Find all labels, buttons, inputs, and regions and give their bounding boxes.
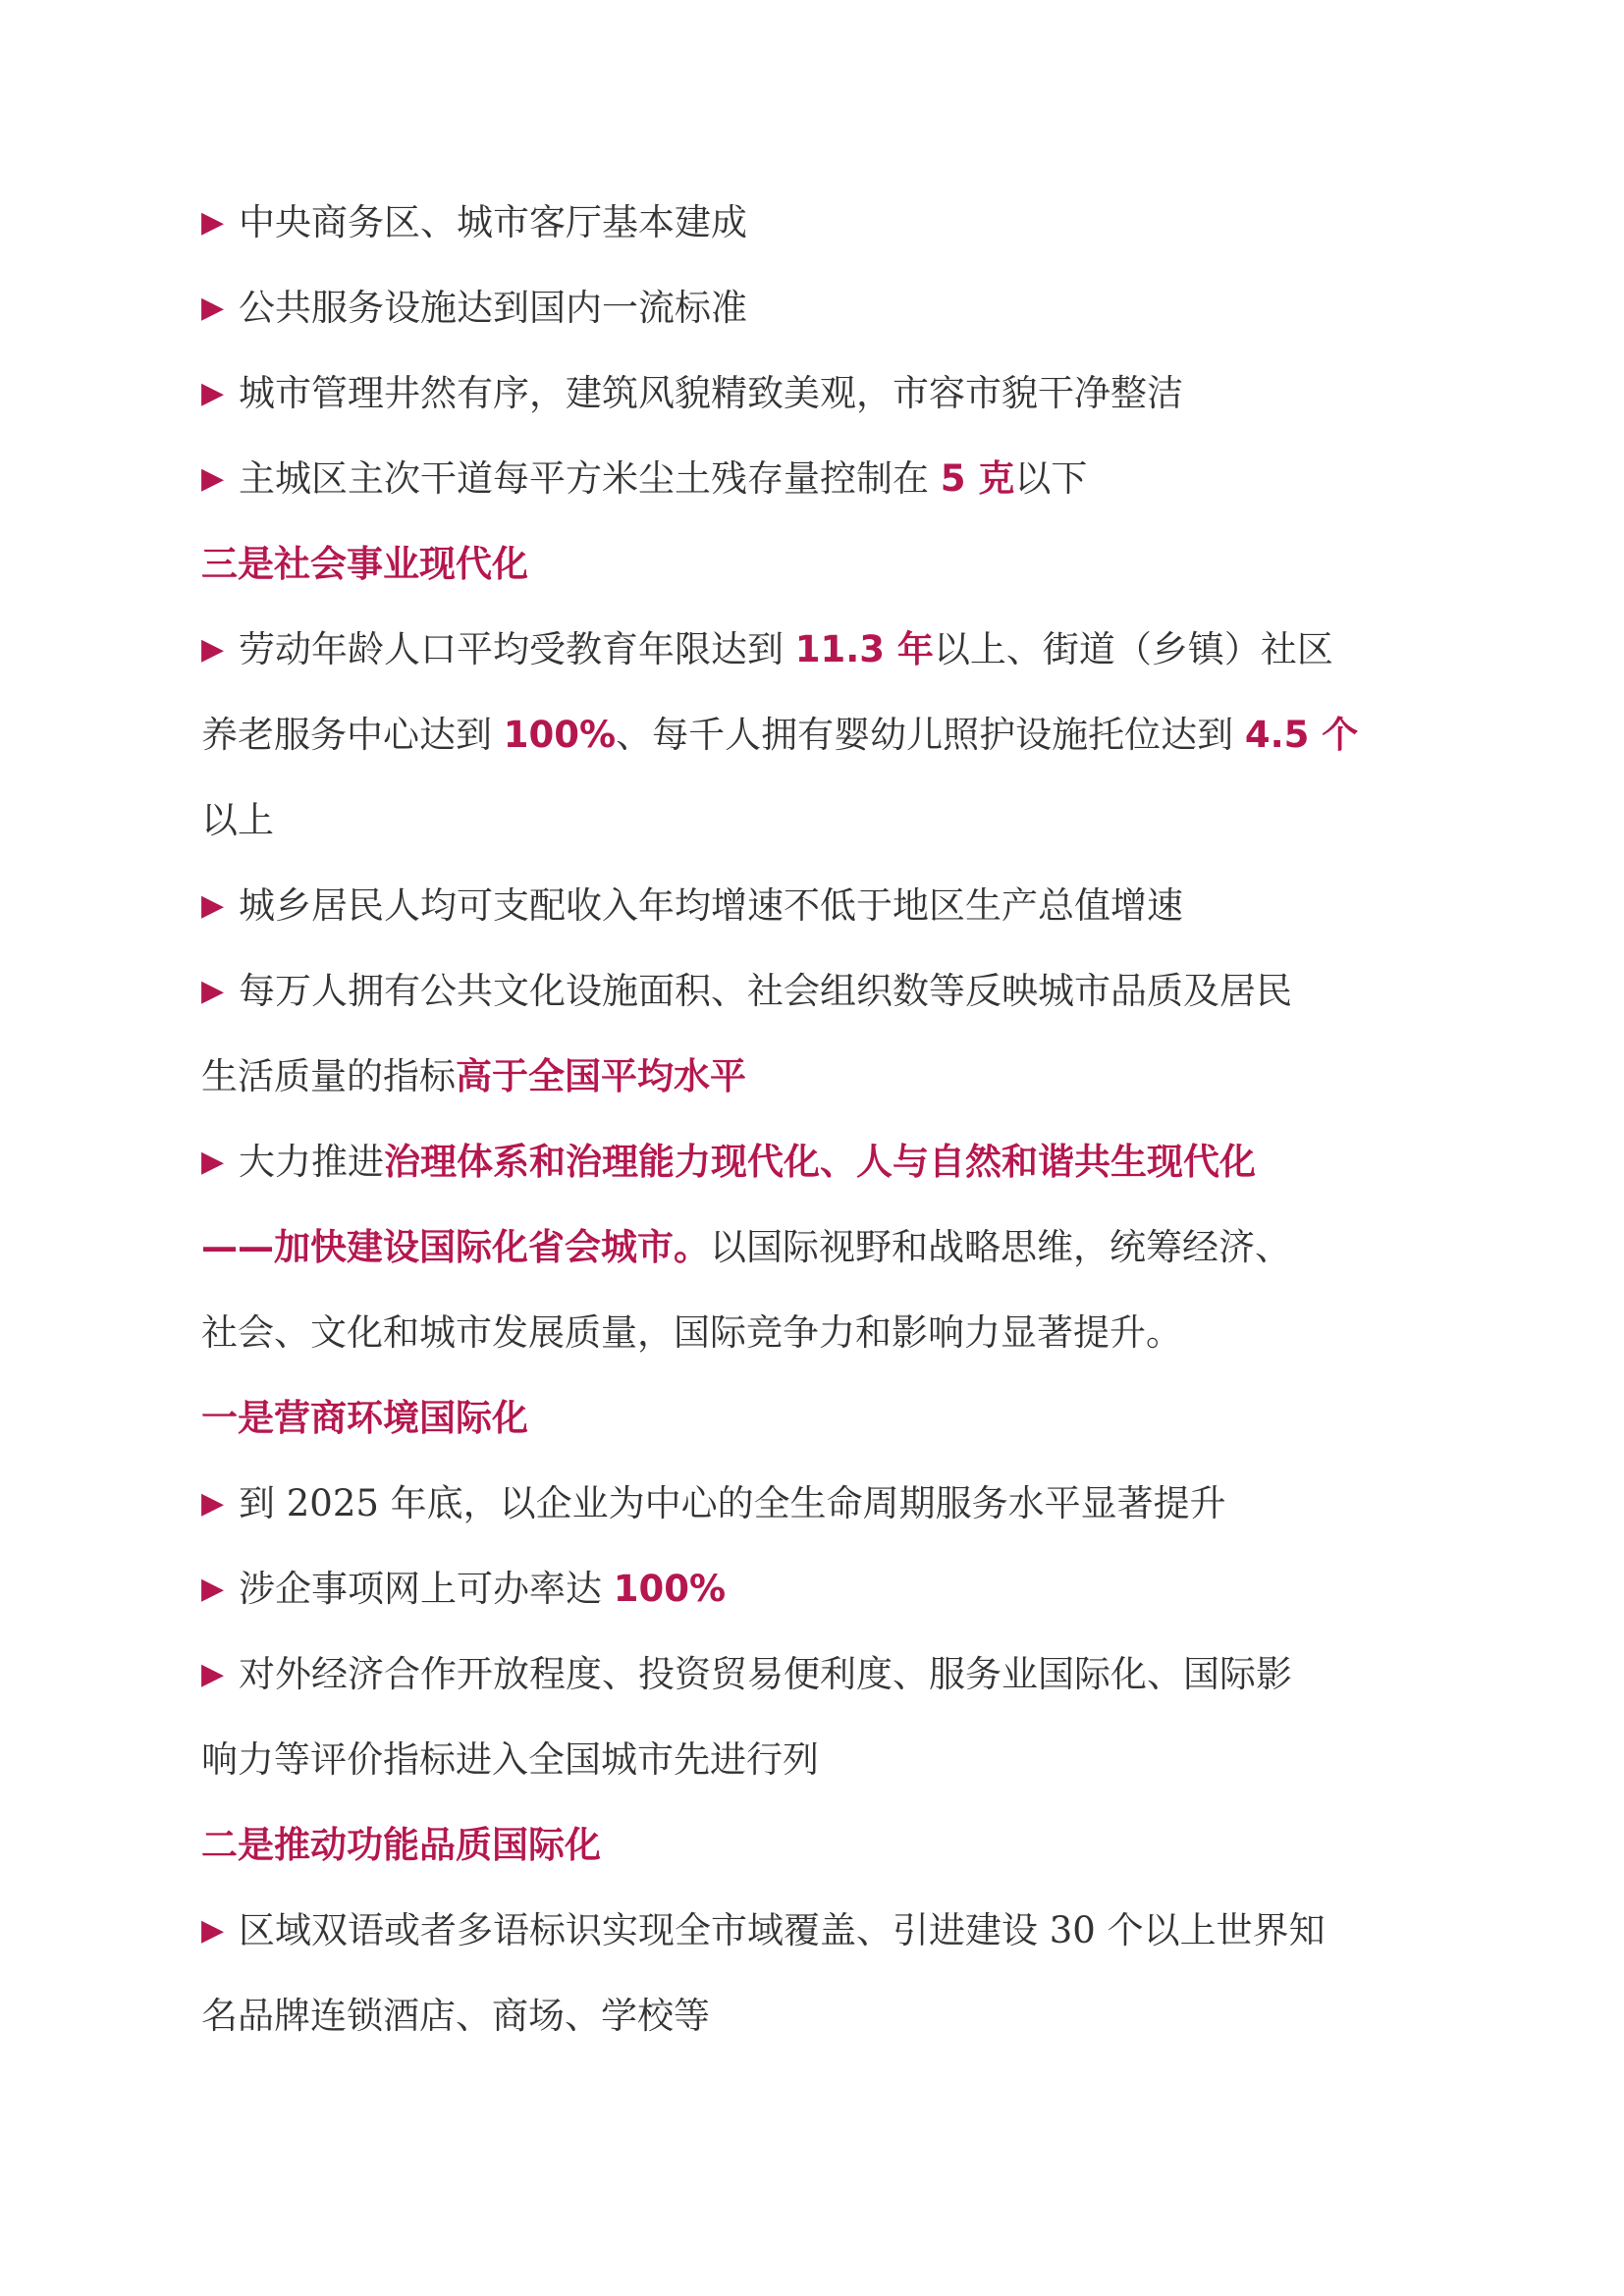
- triangle-bullet-icon: ▶: [201, 1145, 225, 1179]
- body-text: 、每千人拥有婴幼儿照护设施托位达到: [616, 714, 1245, 756]
- section-heading: [201, 1802, 1438, 1888]
- bullet-item: [201, 1119, 1438, 1204]
- bullet-item: [201, 948, 1438, 1034]
- document-body: [201, 180, 1438, 2058]
- heading-text: 一是营商环境国际化: [201, 1397, 528, 1439]
- highlight-text: 治理体系和治理能力现代化、人与自然和谐共生现代化: [384, 1141, 1256, 1183]
- bullet-item: [201, 607, 1438, 692]
- triangle-bullet-icon: ▶: [201, 888, 225, 923]
- body-text: 社会、文化和城市发展质量，国际竞争力和影响力显著提升。: [201, 1311, 1182, 1354]
- triangle-bullet-icon: ▶: [201, 1572, 225, 1606]
- body-text: 以下: [1014, 457, 1088, 500]
- body-text: 以上: [201, 799, 274, 841]
- triangle-bullet-icon: ▶: [201, 461, 225, 496]
- bullet-item: [201, 1461, 1438, 1546]
- body-text: 生活质量的指标: [201, 1055, 456, 1097]
- body-text: 大力推进: [239, 1141, 384, 1183]
- body-text: 以国际视野和战略思维，统筹经济、: [710, 1226, 1291, 1268]
- highlight-text: 100%: [613, 1568, 727, 1610]
- triangle-bullet-icon: ▶: [201, 291, 225, 325]
- highlight-text: 4.5 个: [1244, 714, 1359, 756]
- body-text: 涉企事项网上可办率达: [239, 1568, 614, 1610]
- bullet-item: [201, 863, 1438, 948]
- triangle-bullet-icon: ▶: [201, 1657, 225, 1691]
- body-text: 主城区主次干道每平方米尘土残存量控制在: [239, 457, 941, 500]
- body-text: 劳动年龄人口平均受教育年限达到: [239, 628, 795, 670]
- body-text: 养老服务中心达到: [201, 714, 504, 756]
- heading-text: 三是社会事业现代化: [201, 543, 528, 585]
- triangle-bullet-icon: ▶: [201, 632, 225, 667]
- bullet-item: [201, 180, 1438, 265]
- section-heading: [201, 1375, 1438, 1461]
- paragraph-line: [201, 1204, 1438, 1290]
- paragraph-line: [201, 1290, 1438, 1375]
- highlight-text: 5 克: [940, 457, 1015, 500]
- bullet-item: [201, 436, 1438, 521]
- paragraph-line: [201, 1717, 1438, 1802]
- bullet-item: [201, 1631, 1438, 1717]
- highlight-text: 100%: [503, 714, 617, 756]
- heading-text: 二是推动功能品质国际化: [201, 1824, 601, 1866]
- triangle-bullet-icon: ▶: [201, 376, 225, 410]
- paragraph-line: [201, 692, 1438, 777]
- body-text: 响力等评价指标进入全国城市先进行列: [201, 1738, 819, 1781]
- paragraph-line: [201, 777, 1438, 863]
- triangle-bullet-icon: ▶: [201, 205, 225, 240]
- body-text: 中央商务区、城市客厅基本建成: [239, 201, 747, 243]
- bullet-item: [201, 1546, 1438, 1631]
- triangle-bullet-icon: ▶: [201, 1913, 225, 1948]
- body-text: 区域双语或者多语标识实现全市域覆盖、引进建设 30 个以上世界知: [239, 1909, 1326, 1951]
- body-text: 城乡居民人均可支配收入年均增速不低于地区生产总值增速: [239, 884, 1183, 927]
- body-text: 以上、街道（乡镇）社区: [933, 628, 1333, 670]
- bullet-item: [201, 1888, 1438, 1973]
- body-text: 城市管理井然有序，建筑风貌精致美观，市容市貌干净整洁: [239, 372, 1183, 414]
- bullet-item: [201, 265, 1438, 350]
- highlight-text: ——加快建设国际化省会城市。: [201, 1226, 710, 1268]
- body-text: 每万人拥有公共文化设施面积、社会组织数等反映城市品质及居民: [239, 970, 1292, 1012]
- body-text: 到 2025 年底，以企业为中心的全生命周期服务水平显著提升: [239, 1482, 1226, 1524]
- triangle-bullet-icon: ▶: [201, 974, 225, 1008]
- paragraph-line: [201, 1034, 1438, 1119]
- paragraph-line: [201, 1973, 1438, 2058]
- body-text: 公共服务设施达到国内一流标准: [239, 287, 747, 329]
- body-text: 对外经济合作开放程度、投资贸易便利度、服务业国际化、国际影: [239, 1653, 1292, 1695]
- section-heading: [201, 521, 1438, 607]
- body-text: 名品牌连锁酒店、商场、学校等: [201, 1995, 710, 2037]
- bullet-item: [201, 350, 1438, 436]
- triangle-bullet-icon: ▶: [201, 1486, 225, 1521]
- highlight-text: 11.3 年: [794, 628, 934, 670]
- highlight-text: 高于全国平均水平: [456, 1055, 746, 1097]
